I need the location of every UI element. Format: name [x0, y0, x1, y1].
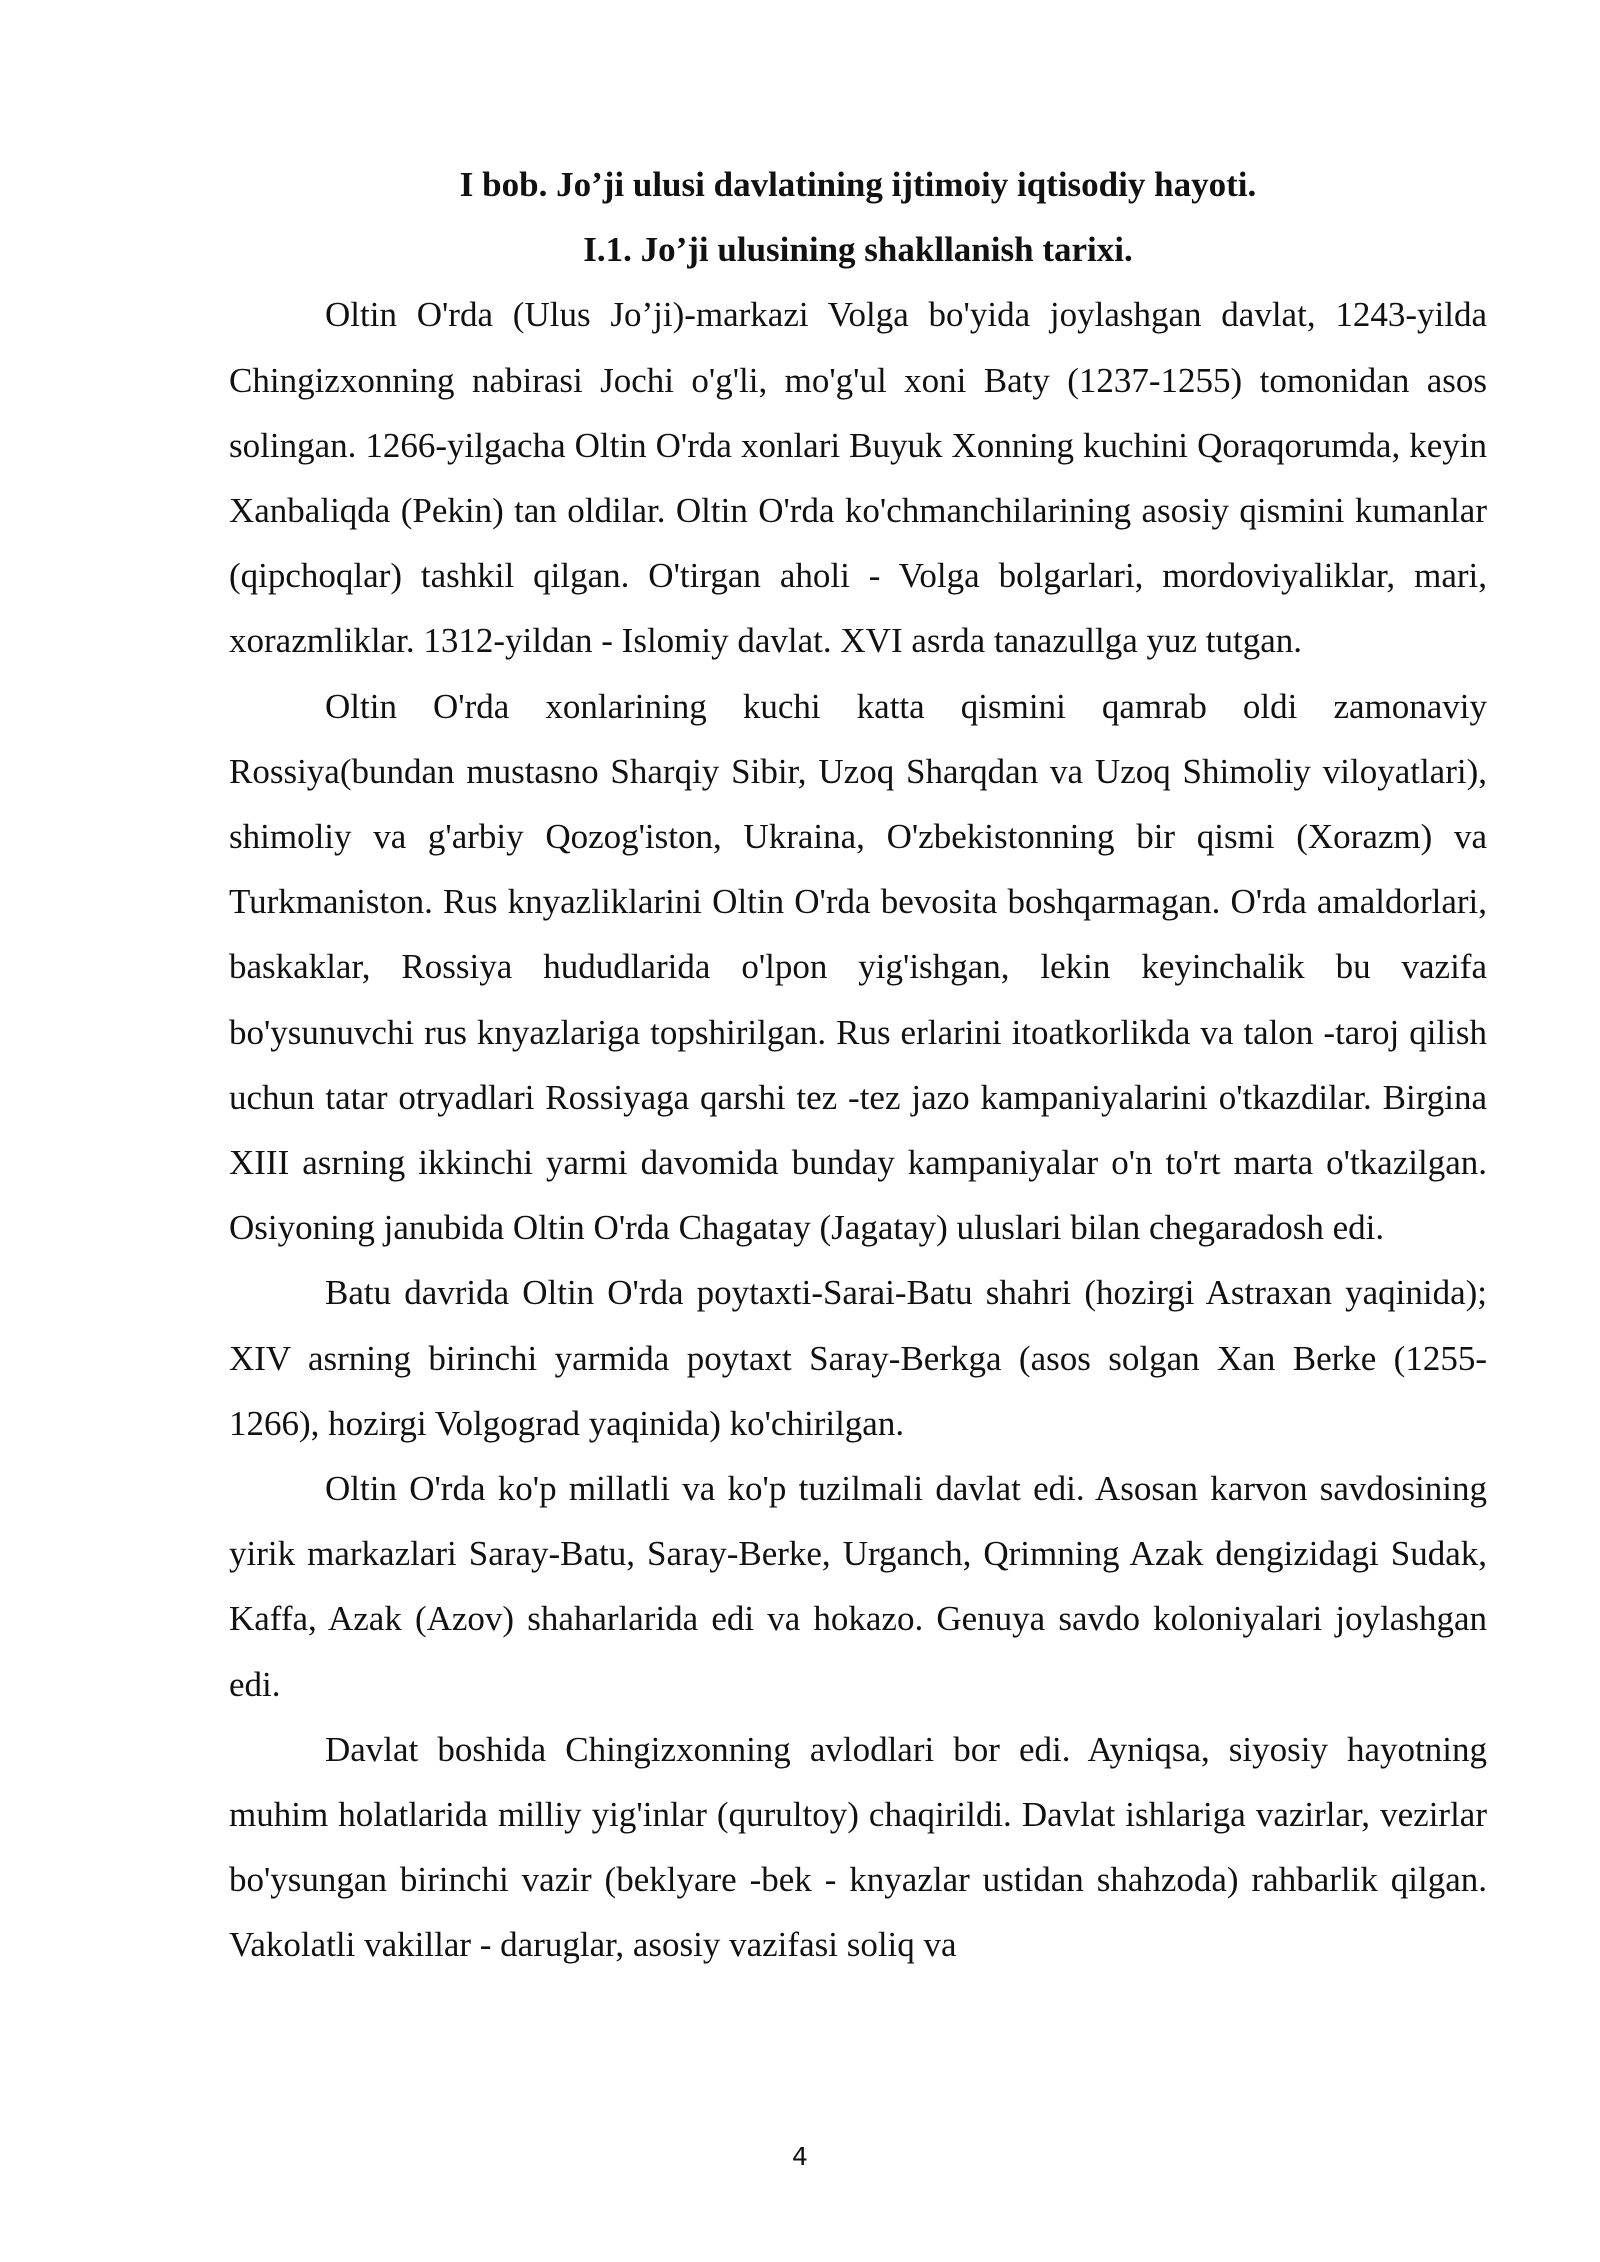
- page-number: 4: [792, 2142, 808, 2171]
- paragraph-4: Oltin O'rda ko'p millatli va ko'p tuzilmali davlat edi. Asosan karvon savdosining yirik markazlari Saray-Batu, Saray-Berke, Urganch, Qrimning Azak dengizidagi Sudak, Kaffa, Azak (Azov) shaharlarida edi va hokazo. Genuya savdo koloniyalari joylashgan edi.: [229, 1469, 1487, 1704]
- paragraph-1: Oltin O'rda (Ulus Jo’ji)-markazi Volga bo'yida joylashgan davlat, 1243-yilda Chingizxonning nabirasi Jochi o'g'li, mo'g'ul xoni Baty (1237-1255) tomonidan asos solingan. 1266-yilgacha Oltin O'rda xonlari Buyuk Xonning kuchini Qoraqorumda, keyin Xanbaliqda (Pekin) tan oldilar. Oltin O'rda ko'chmanchilarining asosiy qismini kumanlar (qipchoqlar) tashkil qilgan. O'tirgan aholi - Volga bolgarlari, mordoviyaliklar, mari, xorazmliklar. 1312-yildan - Islomiy davlat. XVI asrda tanazullga yuz tutgan.: [229, 295, 1487, 661]
- paragraph-3: Batu davrida Oltin O'rda poytaxti-Sarai-Batu shahri (hozirgi Astraxan yaqinida); XIV asrning birinchi yarmida poytaxt Saray-Berkga (asos solgan Xan Berke (1255-1266), hozirgi Volgograd yaqinida) ko'chirilgan.: [229, 1273, 1487, 1443]
- paragraph-5: Davlat boshida Chingizxonning avlodlari bor edi. Ayniqsa, siyosiy hayotning muhim holatlarida milliy yig'inlar (qurultoy) chaqirildi. Davlat ishlariga vazirlar, vezirlar bo'ysungan birinchi vazir (beklyare -bek - knyazlar ustidan shahzoda) rahbarlik qilgan. Vakolatli vakillar - daruglar, asosiy vazifasi soliq va: [229, 1729, 1487, 1965]
- chapter-title: I bob. Jo’ji ulusi davlatining ijtimoiy iqtisodiy hayoti.: [459, 165, 1257, 204]
- section-title: I.1. Jo’ji ulusining shakllanish tarixi.: [583, 230, 1133, 270]
- page-body: [229, 152, 1487, 1978]
- paragraph-2: Oltin O'rda xonlarining kuchi katta qismini qamrab oldi zamonaviy Rossiya(bundan mustasno Sharqiy Sibir, Uzoq Sharqdan va Uzoq Shimoliy viloyatlari), shimoliy va g'arbiy Qozog'iston, Ukraina, O'zbekistonning bir qismi (Xorazm) va Turkmaniston. Rus knyazliklarini Oltin O'rda bevosita boshqarmagan. O'rda amaldorlari, baskaklar, Rossiya hududlarida o'lpon yig'ishgan, lekin keyinchalik bu vazifa bo'ysunuvchi rus knyazlariga topshirilgan. Rus erlarini itoatkorlikda va talon -taroj qilish uchun tatar otryadlari Rossiyaga qarshi tez -tez jazo kampaniyalarini o'tkazdilar. Birgina XIII asrning ikkinchi yarmi davomida bunday kampaniyalar o'n to'rt marta o'tkazilgan. Osiyoning janubida Oltin O'rda Chagatay (Jagatay) uluslari bilan chegaradosh edi.: [229, 686, 1487, 1248]
